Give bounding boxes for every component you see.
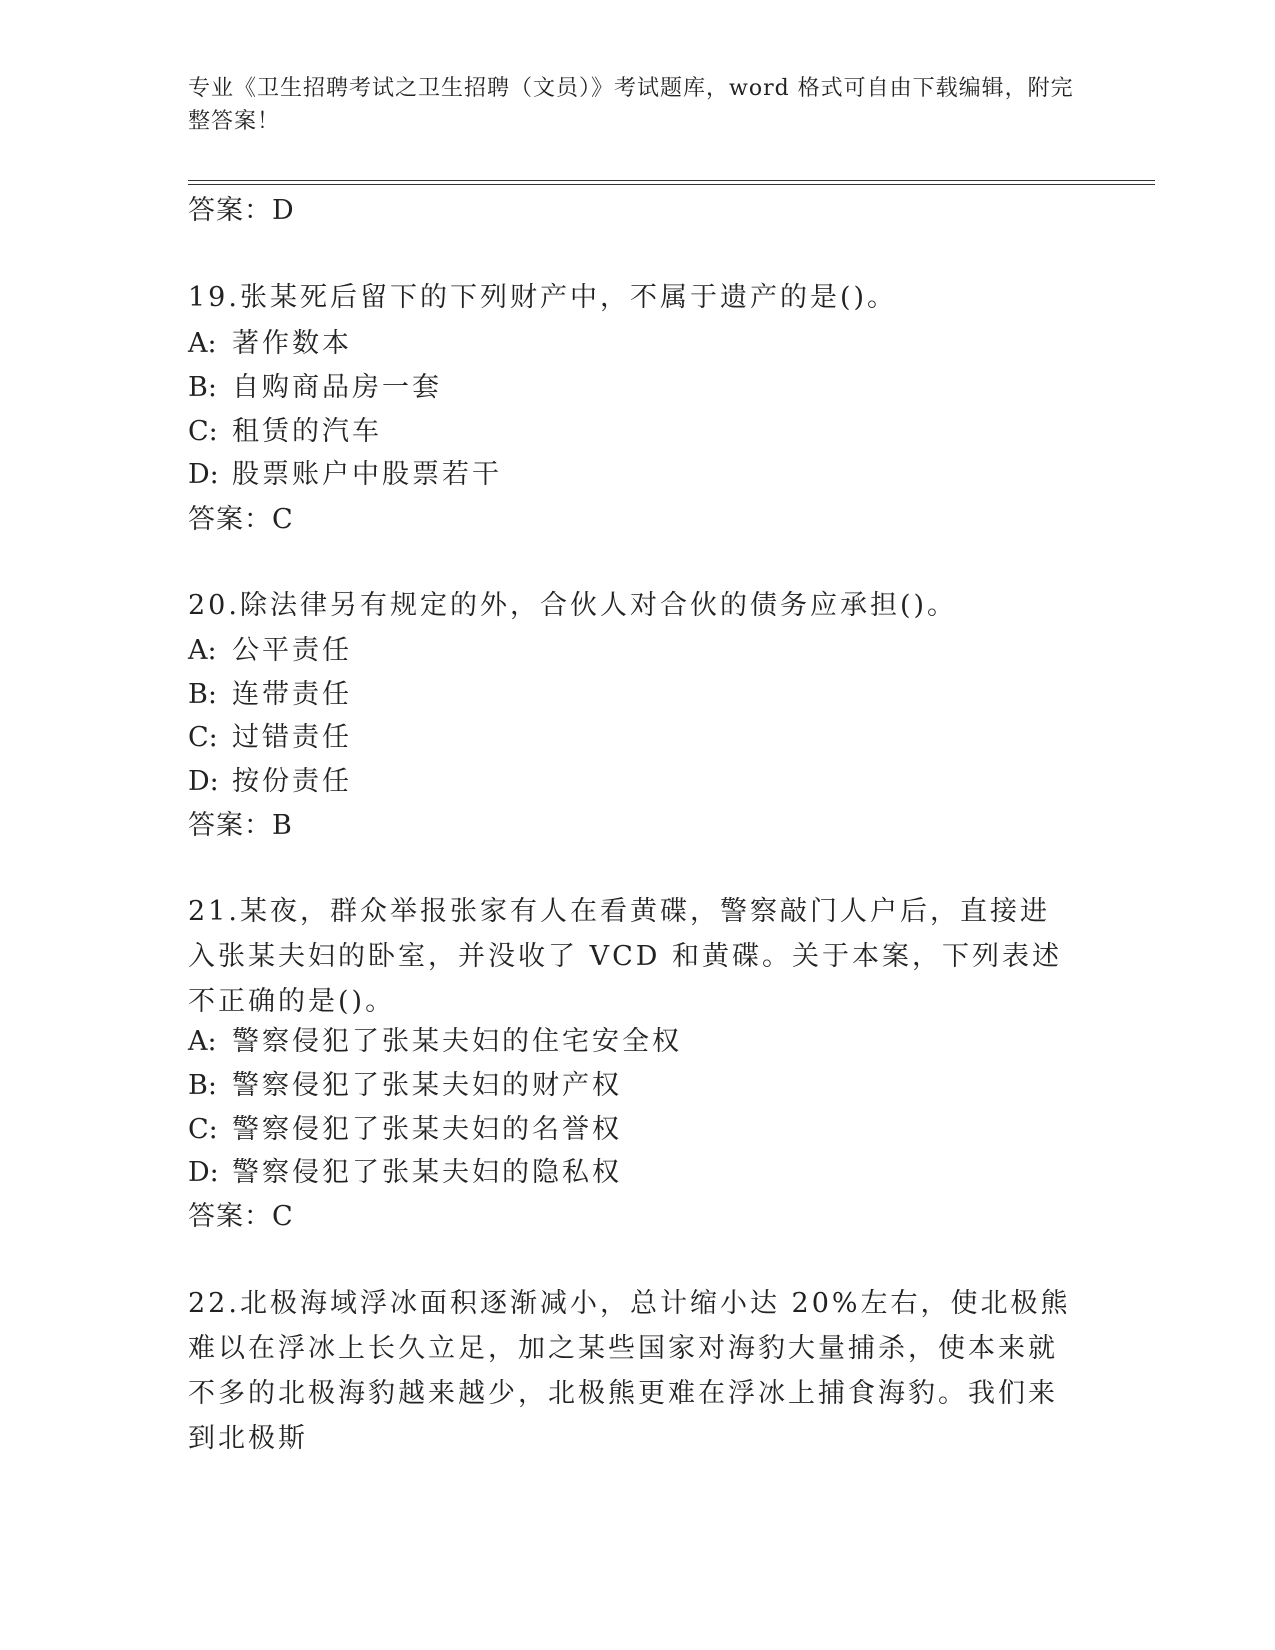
option-key: C: [188,1114,218,1145]
option-key: B: [188,1070,217,1101]
question-19-stem: 19.张某死后留下的下列财产中，不属于遗产的是()。 [188,282,898,313]
header-rule-bottom [188,184,1155,185]
q19-option-c [188,409,382,448]
option-text: 警察侵犯了张某夫妇的隐私权 [232,1157,622,1188]
option-text: 股票账户中股票若干 [232,459,502,490]
q19-option-a [188,321,352,360]
option-text: 自购商品房一套 [232,372,442,403]
option-text: 公平责任 [232,635,352,666]
option-text: 警察侵犯了张某夫妇的名誉权 [232,1114,622,1145]
option-key: C: [188,722,218,753]
q19-option-b [188,365,442,404]
q21-option-b [188,1063,622,1102]
answer-19: 答案：C [188,504,294,535]
q20-option-d [188,759,352,798]
option-key: D: [188,766,219,797]
option-text: 过错责任 [232,722,352,753]
option-key: B: [188,372,217,403]
q20-option-c [188,715,352,754]
option-text: 按份责任 [232,766,352,797]
header-rule-top [188,180,1155,181]
question-21-stem: 21.某夜，群众举报张家有人在看黄碟，警察敲门人户后，直接进入张某夫妇的卧室，并没收了 VCD 和黄碟。关于本案，下列表述不正确的是()。 [188,896,1062,1017]
q21-option-a [188,1019,682,1058]
q20-option-b [188,672,352,711]
option-key: C: [188,416,218,447]
option-key: A: [188,635,217,666]
option-key: D: [188,459,219,490]
answer-20: 答案：B [188,810,293,841]
answer-18: 答案：D [188,195,295,226]
option-key: A: [188,328,217,359]
q21-option-d [188,1150,622,1189]
answer-21: 答案：C [188,1201,294,1232]
document-header: 专业《卫生招聘考试之卫生招聘（文员）》考试题库，word 格式可自由下载编辑，附完整答案！ [188,76,1074,134]
option-key: D: [188,1157,219,1188]
option-key: A: [188,1026,217,1057]
q21-option-c [188,1107,622,1146]
option-text: 警察侵犯了张某夫妇的住宅安全权 [232,1026,682,1057]
option-text: 著作数本 [232,328,352,359]
option-text: 连带责任 [232,679,352,710]
q19-option-d [188,452,502,491]
q20-option-a [188,628,352,667]
option-key: B: [188,679,217,710]
option-text: 租赁的汽车 [232,416,382,447]
option-text: 警察侵犯了张某夫妇的财产权 [232,1070,622,1101]
question-22-stem: 22.北极海域浮冰面积逐渐减小，总计缩小达 20%左右，使北极熊难以在浮冰上长久立足，加之某些国家对海豹大量捕杀，使本来就不多的北极海豹越来越少，北极熊更难在浮冰上捕食海豹。我们来到北极斯 [188,1288,1071,1454]
question-20-stem: 20.除法律另有规定的外，合伙人对合伙的债务应承担()。 [188,590,958,621]
